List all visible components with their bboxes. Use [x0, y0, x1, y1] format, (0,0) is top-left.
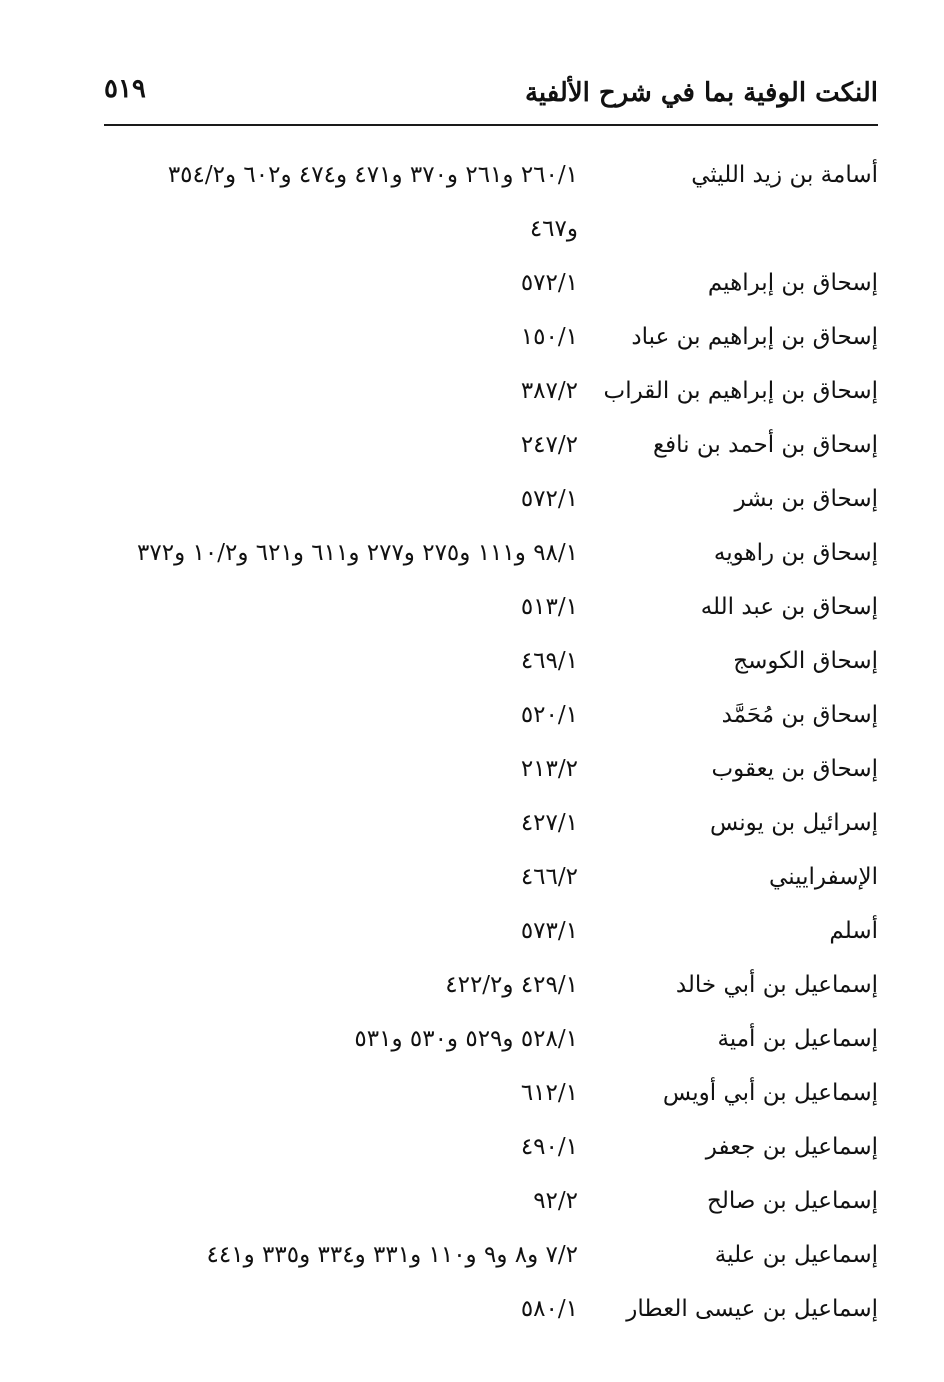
page-header — [104, 64, 878, 126]
entry-references: ٢٤٧/٢ — [520, 432, 578, 458]
index-entry — [104, 1070, 878, 1124]
entry-name: إسماعيل بن جعفر — [705, 1134, 878, 1160]
index-entry — [104, 1124, 878, 1178]
entry-name: إسحاق بن إبراهيم — [707, 270, 878, 296]
page-number: ٥١٩ — [104, 74, 146, 104]
entry-name: إسحاق بن إبراهيم بن عباد — [631, 324, 878, 350]
entry-name: إسماعيل بن صالح — [707, 1188, 878, 1214]
entry-name: إسحاق بن عبد الله — [700, 594, 878, 620]
entry-references: ٥٧٢/١ — [520, 486, 578, 512]
index-entry — [104, 584, 878, 638]
entry-references: ٢٦٠/١ و٢٦١ و٣٧٠ و٤٧١ و٤٧٤ و٦٠٢ و٣٥٤/٢ — [167, 162, 578, 188]
index-entry — [104, 1286, 878, 1340]
entry-references: ٩٨/١ و١١١ و٢٧٥ و٢٧٧ و٦١١ و٦٢١ و١٠/٢ و٣٧٢ — [137, 540, 578, 566]
index-entry — [104, 854, 878, 908]
index-entry — [104, 152, 878, 206]
index-entry — [104, 314, 878, 368]
index-entry — [104, 692, 878, 746]
entry-name: الإسفراييني — [769, 864, 878, 890]
index-entry — [104, 746, 878, 800]
entry-name: إسحاق بن مُحَمَّد — [721, 702, 878, 728]
entry-name: أسلم — [829, 918, 878, 944]
index-entry — [104, 1016, 878, 1070]
index-entry — [104, 908, 878, 962]
entry-references: ٥٧٢/١ — [520, 270, 578, 296]
entry-name: إسماعيل بن عيسى العطار — [626, 1296, 878, 1322]
index-entry — [104, 1178, 878, 1232]
index-entry — [104, 422, 878, 476]
index-entry — [104, 368, 878, 422]
index-entry — [104, 638, 878, 692]
entry-name: إسماعيل بن أبي أويس — [662, 1080, 878, 1106]
index-entry — [104, 962, 878, 1016]
entry-references: ٢١٣/٢ — [520, 756, 578, 782]
entry-references: ٤٦٩/١ — [520, 648, 578, 674]
entry-references: ٧/٢ و٨ و٩ و١١٠ و٣٣١ و٣٣٤ و٣٣٥ و٤٤١ — [206, 1242, 578, 1268]
entry-name: إسحاق بن أحمد بن نافع — [652, 432, 878, 458]
entry-references: ٥٢٠/١ — [520, 702, 578, 728]
entry-references: و٤٦٧ — [529, 216, 578, 242]
entry-references: ٦١٢/١ — [520, 1080, 578, 1106]
entry-name: إسحاق بن راهويه — [713, 540, 878, 566]
entry-name: إسحاق بن يعقوب — [711, 756, 878, 782]
entry-name: إسماعيل بن علية — [714, 1242, 878, 1268]
entry-references: ٥٢٨/١ و٥٢٩ و٥٣٠ و٥٣١ — [354, 1026, 578, 1052]
entry-name: إسماعيل بن أبي خالد — [675, 972, 878, 998]
entry-name: إسحاق الكوسج — [733, 648, 878, 674]
name-index-list — [104, 152, 878, 1340]
entry-name: أسامة بن زيد الليثي — [691, 162, 878, 188]
entry-name: إسحاق بن بشر — [734, 486, 878, 512]
index-entry-continuation — [104, 206, 878, 260]
index-entry — [104, 800, 878, 854]
entry-references: ٤٢٧/١ — [520, 810, 578, 836]
entry-name: إسماعيل بن أمية — [717, 1026, 878, 1052]
entry-references: ٤٢٩/١ و٤٢٢/٢ — [445, 972, 578, 998]
entry-references: ٤٩٠/١ — [520, 1134, 578, 1160]
index-entry — [104, 476, 878, 530]
entry-references: ١٥٠/١ — [520, 324, 578, 350]
index-entry — [104, 1232, 878, 1286]
entry-references: ٥٨٠/١ — [520, 1296, 578, 1322]
entry-references: ٣٨٧/٢ — [520, 378, 578, 404]
entry-name: إسحاق بن إبراهيم بن القراب — [603, 378, 878, 404]
index-entry — [104, 260, 878, 314]
book-title: النكت الوفية بما في شرح الألفية — [524, 78, 878, 108]
index-entry — [104, 530, 878, 584]
entry-references: ٤٦٦/٢ — [520, 864, 578, 890]
entry-name: إسرائيل بن يونس — [709, 810, 878, 836]
entry-references: ٥٧٣/١ — [520, 918, 578, 944]
entry-references: ٩٢/٢ — [533, 1188, 578, 1214]
entry-references: ٥١٣/١ — [520, 594, 578, 620]
